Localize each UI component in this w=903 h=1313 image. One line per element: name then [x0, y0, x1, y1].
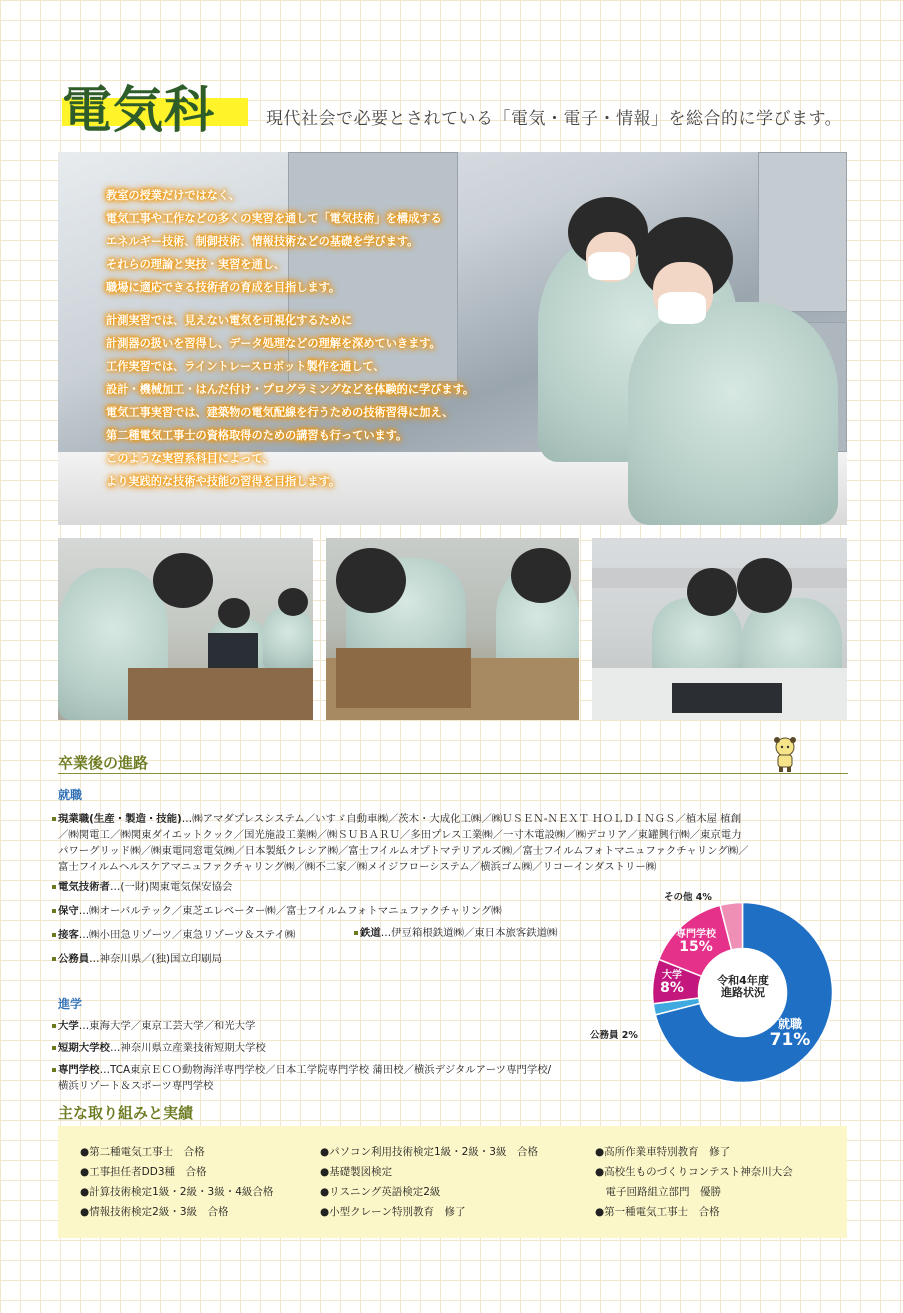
bullet-icon [52, 1024, 56, 1028]
achievement-item: ●高校生ものづくりコンテスト神奈川大会 [595, 1166, 793, 1178]
hero-line: このような実習系科目によって、 [106, 452, 274, 465]
achievements-box [58, 1126, 847, 1238]
bullet-icon [52, 1068, 56, 1072]
photo-lab-2 [326, 538, 579, 720]
achievement-item: ●小型クレーン特別教育 修了 [320, 1206, 466, 1218]
employment-heading: 就職 [58, 788, 83, 802]
hero-line: 工作実習では、ライントレースロボット製作を通して、 [106, 360, 385, 373]
hero-photo [58, 152, 847, 525]
slice-name: 大学 [662, 970, 682, 981]
bullet-icon [52, 817, 56, 821]
slice-label-vocational [672, 929, 720, 955]
chart-title-line: 令和4年度 [717, 974, 769, 987]
hero-line: より実践的な技術や技能の習得を目指します。 [106, 475, 341, 488]
slice-label-employment [760, 1018, 820, 1050]
hero-description [106, 184, 546, 493]
entry-text: …TCA東京ＥＣＯ動物海洋専門学校／日本工学院専門学校 蒲田校／横浜デジタルアーツ専門学校/ [99, 1064, 552, 1076]
mascot-icon [770, 735, 800, 773]
entry-label: 公務員 [58, 953, 90, 965]
achievement-item: ●第二種電気工事士 合格 [80, 1146, 205, 1158]
photo-lab-1 [58, 538, 313, 720]
slice-value: 8% [660, 980, 684, 996]
slice-name: 専門学校 [676, 929, 716, 940]
slice-name: 就職 [777, 1017, 802, 1031]
bullet-icon [52, 909, 56, 913]
employment-manufacturing [52, 811, 852, 875]
hero-line: それらの理論と実技・実習を通し、 [106, 258, 286, 271]
hero-line: 職場に適応できる技術者の育成を目指します。 [106, 281, 341, 294]
hero-line: 計測器の扱いを習得し、データ処理などの理解を深めていきます。 [106, 337, 441, 350]
employment-service [52, 927, 295, 943]
bullet-icon [52, 933, 56, 937]
slice-label-other: その他 4% [664, 892, 712, 903]
entry-text: パワーグリッド㈱／㈱東電同窓電気㈱／日本製紙クレシア㈱／富士フイルムオプトマテリアルズ㈱／富士フイルムフォトマニュファクチャリング㈱／ [58, 845, 749, 857]
entry-text: …東海大学／東京工芸大学／和光大学 [78, 1020, 256, 1032]
achievements-column-2 [320, 1142, 538, 1222]
career-heading: 卒業後の進路 [58, 754, 149, 772]
entry-label: 保守 [58, 905, 79, 917]
entry-text: ／㈱関電工／㈱関東ダイエットクック／国光施設工業㈱／㈱ＳＵＢＡＲＵ／多田プレス工業㈱／一寸木電設㈱／㈱デコリア／東罐興行㈱／東京電力 [58, 829, 742, 841]
achievements-column-3 [595, 1142, 793, 1222]
further-education-heading: 進学 [58, 997, 83, 1011]
hero-line: 電気工事実習では、建築物の電気配線を行うための技術習得に加え、 [106, 406, 454, 419]
achievements-column-1 [80, 1142, 273, 1222]
achievement-item: ●基礎製図検定 [320, 1166, 393, 1178]
entry-label: 短期大学校 [58, 1042, 110, 1054]
entry-text: …神奈川県／(独)国立印刷局 [89, 953, 222, 965]
slice-value: 15% [679, 939, 713, 955]
hero-line: 教室の授業だけではなく、 [106, 189, 241, 202]
slice-label-university [654, 970, 690, 996]
achievement-item: 電子回路組立部門 優勝 [595, 1186, 721, 1198]
entry-text: …伊豆箱根鉄道㈱／東日本旅客鉄道㈱ [380, 927, 558, 939]
achievements-heading: 主な取り組みと実績 [58, 1104, 194, 1122]
career-divider [58, 773, 848, 774]
entry-label: 専門学校 [58, 1064, 100, 1076]
entry-text: …㈱小田急リゾーツ／東急リゾーツ＆ステイ㈱ [78, 929, 296, 941]
entry-label: 現業職(生産・製造・技能) [58, 813, 182, 825]
chart-title-line: 進路状況 [721, 986, 765, 1000]
hero-line: 電気工事や工作などの多くの実習を通して「電気技術」を構成する [106, 212, 442, 225]
entry-text: 富士フイルムヘルスケアマニュファクチャリング㈱／㈱不二家／㈱メイジフローシステム／横浜ゴム㈱／リコーインダストリー㈱ [58, 861, 657, 873]
entry-label: 鉄道 [360, 927, 381, 939]
hero-line: 第二種電気工事士の資格取得のための講習も行っています。 [106, 429, 408, 442]
slice-value: 71% [769, 1030, 811, 1051]
entry-label: 大学 [58, 1020, 79, 1032]
career-donut-chart [650, 900, 835, 1085]
achievement-item: ●パソコン利用技術検定1級・2級・3級 合格 [320, 1146, 538, 1158]
bullet-icon [52, 1046, 56, 1050]
entry-text: …(一財)関東電気保安協会 [109, 881, 233, 893]
employment-maintenance [52, 903, 502, 919]
entry-label: 電気技術者 [58, 881, 110, 893]
page-subtitle: 現代社会で必要とされている「電気・電子・情報」を総合的に学びます。 [266, 109, 843, 129]
entry-label: 接客 [58, 929, 79, 941]
achievement-item: ●情報技術検定2級・3級 合格 [80, 1206, 229, 1218]
hero-line: 設計・機械加工・はんだ付け・プログラミングなどを体験的に学びます。 [106, 383, 475, 396]
entry-text: …㈱アマダプレスシステム／いすゞ自動車㈱／茨木・大成化工㈱／㈱ＵＳＥＮ-ＮＥＸＴ ＨＯＬＤＩＮＧＳ／植木屋 植創 [181, 813, 742, 825]
achievement-item: ●高所作業車特別教育 修了 [595, 1146, 731, 1158]
chart-title [708, 975, 778, 999]
employment-railway [354, 925, 557, 941]
page-title [58, 70, 258, 139]
employment-engineer [52, 879, 232, 895]
further-vocational [52, 1062, 652, 1094]
achievement-item: ●第一種電気工事士 合格 [595, 1206, 720, 1218]
achievement-item: ●工事担任者DD3種 合格 [80, 1166, 207, 1178]
achievement-item: ●計算技術検定1級・2級・3級・4級合格 [80, 1186, 274, 1198]
employment-public [52, 951, 222, 967]
photo-lab-3 [592, 538, 847, 720]
achievement-item: ●リスニング英語検定2級 [320, 1186, 441, 1198]
further-junior-college [52, 1040, 266, 1056]
page-title-text: 電気科 [62, 81, 215, 139]
bullet-icon [52, 885, 56, 889]
entry-text: …神奈川県立産業技術短期大学校 [109, 1042, 266, 1054]
hero-line: エネルギー技術、制御技術、情報技術などの基礎を学びます。 [106, 235, 419, 248]
entry-text: 横浜リゾート＆スポーツ専門学校 [58, 1080, 214, 1092]
bullet-icon [354, 931, 358, 935]
slice-label-public: 公務員 2% [590, 1030, 638, 1041]
entry-text: …㈱オーバルテック／東芝エレベーター㈱／富士フイルムフォトマニュファクチャリング㈱ [78, 905, 502, 917]
hero-line: 計測実習では、見えない電気を可視化するために [106, 314, 353, 327]
further-university [52, 1018, 255, 1034]
bullet-icon [52, 957, 56, 961]
